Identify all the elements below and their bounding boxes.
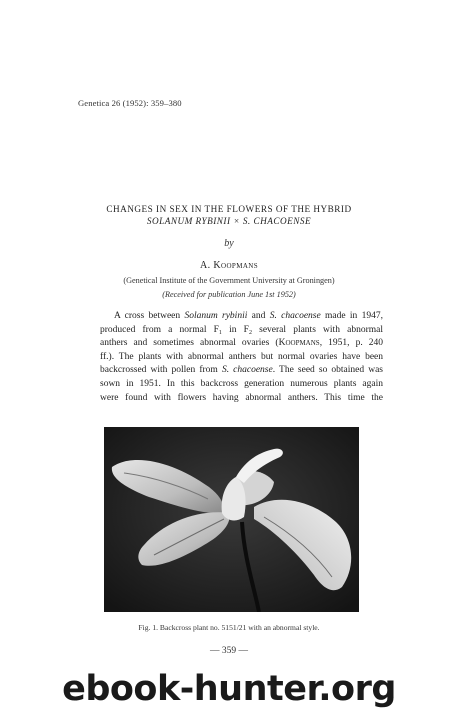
title-line-1: CHANGES IN SEX IN THE FLOWERS OF THE HYBRID — [106, 204, 352, 214]
page-number: — 359 — — [210, 646, 248, 656]
received-date: (Received for publication June 1st 1952) — [162, 290, 296, 299]
body-line: were found with flowers having abnormal anthers. This time the — [100, 392, 383, 403]
body-line: anthers and sometimes abnormal ovaries (Koopmans, 1951, p. 240 — [100, 338, 384, 349]
body-line: sown in 1951. In this backcross generation numerous plants again — [100, 378, 383, 389]
article-title — [0, 204, 458, 226]
author-surname: Koopmans — [213, 260, 259, 271]
body-line: produced from a normal $F_1$ in $F_2$ several plants with abnormal — [100, 324, 383, 336]
watermark: ebook-hunter.org — [62, 669, 396, 709]
author-initial: A. — [199, 260, 211, 271]
body-line: backcrossed with pollen from S. chacoense. The seed so obtained was — [100, 365, 384, 376]
body-line: ff.). The plants with abnormal anthers but normal ovaries have been — [100, 351, 383, 362]
body-line: A cross between Solanum rybinii and S. chacoense made in 1947, — [114, 311, 383, 321]
figure-caption: Fig. 1. Backcross plant no. 5151/21 with an abnormal style. — [138, 623, 320, 632]
flower-illustration — [104, 427, 359, 612]
title-line-2: SOLANUM RYBINII × S. CHACOENSE — [146, 216, 312, 226]
flower-photograph — [104, 427, 359, 612]
journal-reference: Genetica 26 (1952): 359–380 — [78, 98, 182, 108]
body-paragraph — [100, 310, 383, 405]
affiliation: (Genetical Institute of the Government University at Groningen) — [123, 276, 335, 285]
byline: by — [224, 238, 234, 249]
author-name — [0, 260, 458, 271]
